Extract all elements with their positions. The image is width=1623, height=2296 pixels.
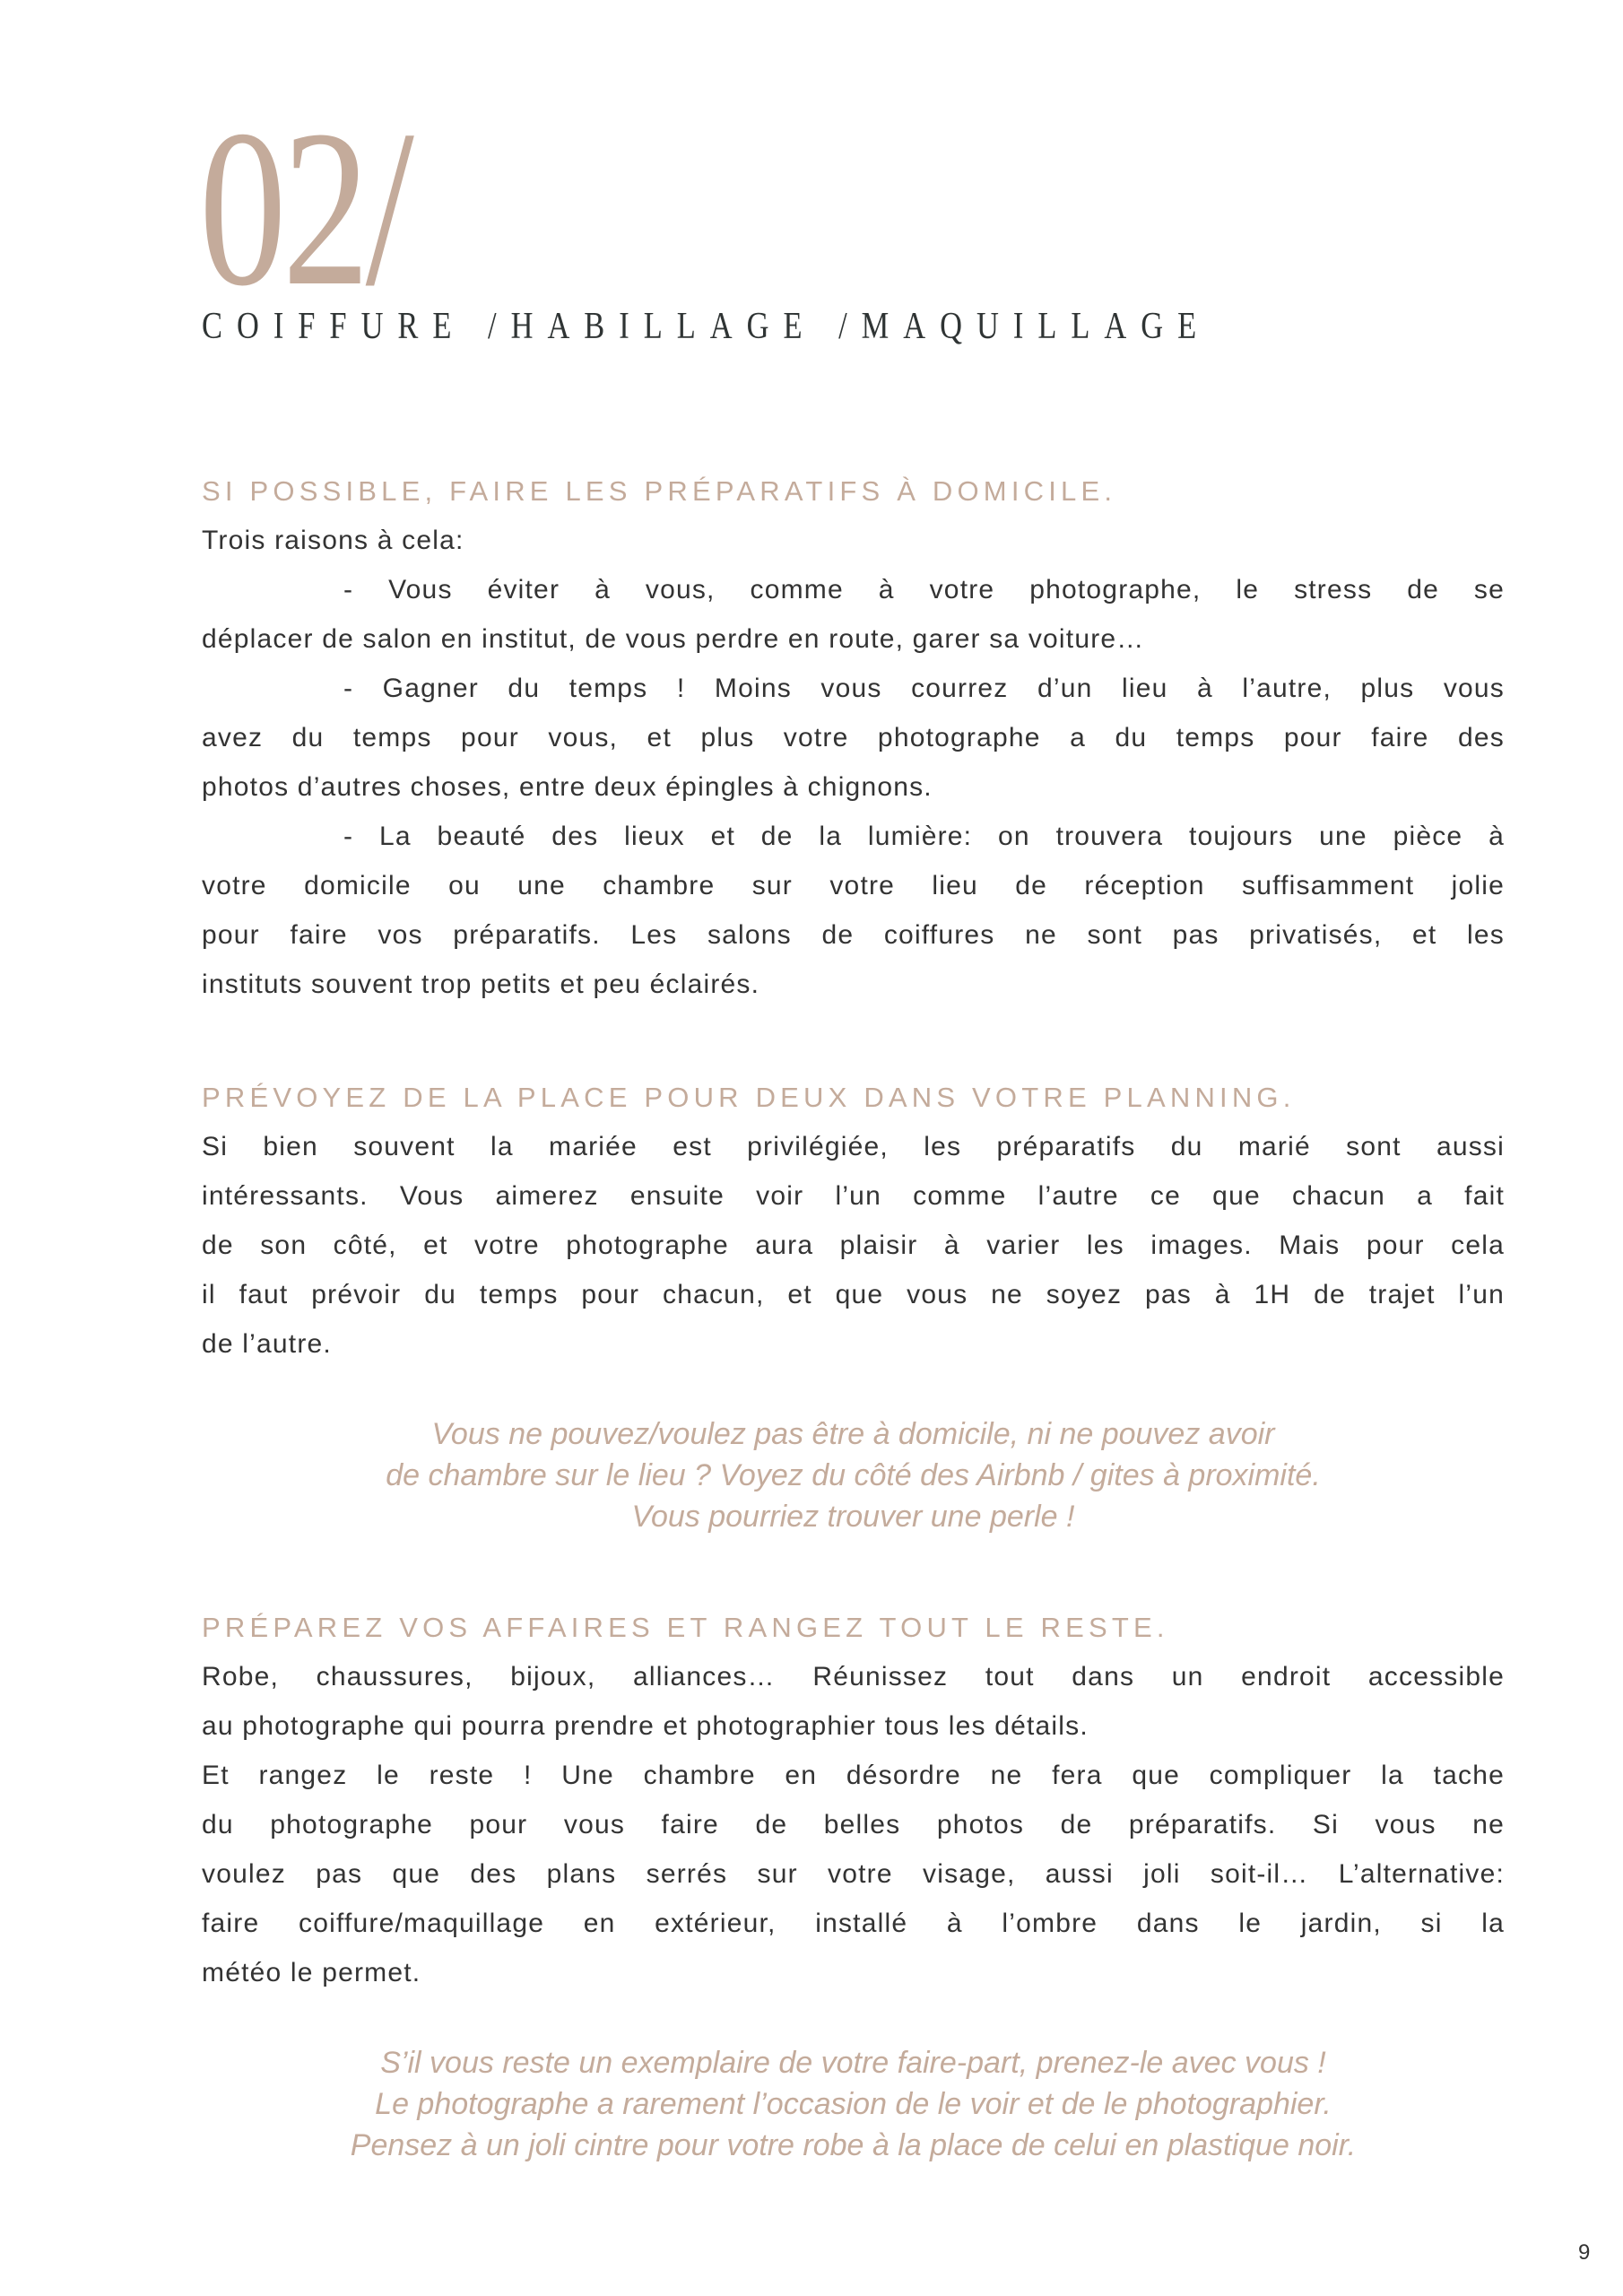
- body-text-line: de son côté, et votre photographe aura plaisir à varier les images. Mais pour cela: [202, 1231, 1505, 1260]
- section-heading: PRÉVOYEZ DE LA PLACE POUR DEUX DANS VOTRE PLANNING.: [202, 1082, 1296, 1113]
- body-text-line: déplacer de salon en institut, de vous perdre en route, garer sa voiture…: [202, 624, 1145, 654]
- body-text-line: Et rangez le reste ! Une chambre en désordre ne fera que compliquer la tache: [202, 1761, 1505, 1790]
- tip-quote-faire-part: [202, 2042, 1505, 2166]
- quote-line: de chambre sur le lieu ? Voyez du côté des Airbnb / gites à proximité.: [386, 1458, 1321, 1492]
- body-text-line: du photographe pour vous faire de belles photos de préparatifs. Si vous ne: [202, 1810, 1505, 1839]
- body-text-line: instituts souvent trop petits et peu éclairés.: [202, 970, 760, 999]
- body-text-line: avez du temps pour vous, et plus votre photographe a du temps pour faire des: [202, 723, 1505, 752]
- body-text-line: photos d’autres choses, entre deux épingles à chignons.: [202, 772, 933, 802]
- quote-line: Pensez à un joli cintre pour votre robe à la place de celui en plastique noir.: [350, 2128, 1357, 2162]
- body-text-line: faire coiffure/maquillage en extérieur, installé à l’ombre dans le jardin, si la: [202, 1909, 1505, 1938]
- body-text-line: météo le permet.: [202, 1958, 421, 1987]
- body-text-line: - La beauté des lieux et de la lumière: on trouvera toujours une pièce à: [343, 822, 1505, 851]
- section-heading: SI POSSIBLE, FAIRE LES PRÉPARATIFS À DOMICILE.: [202, 475, 1117, 507]
- body-text-line: de l’autre.: [202, 1329, 332, 1359]
- section-preparatifs-domicile: [202, 466, 1505, 1009]
- section-heading: PRÉPAREZ VOS AFFAIRES ET RANGEZ TOUT LE RESTE.: [202, 1612, 1169, 1643]
- body-text-line: intéressants. Vous aimerez ensuite voir l’un comme l’autre ce que chacun a fait: [202, 1181, 1505, 1211]
- body-text-line: voulez pas que des plans serrés sur votre visage, aussi joli soit-il… L’alternative:: [202, 1859, 1505, 1889]
- body-text-line: au photographe qui pourra prendre et photographier tous les détails.: [202, 1711, 1089, 1741]
- body-text-line: Trois raisons à cela:: [202, 526, 464, 555]
- body-text-line: pour faire vos préparatifs. Les salons de coiffures ne sont pas privatisés, et les: [202, 920, 1505, 950]
- page-number: 9: [1578, 2240, 1591, 2265]
- quote-line: Vous pourriez trouver une perle !: [631, 1500, 1075, 1534]
- body-text-line: votre domicile ou une chambre sur votre lieu de réception suffisamment jolie: [202, 871, 1505, 900]
- body-text-line: Si bien souvent la mariée est privilégiée, les préparatifs du marié sont aussi: [202, 1132, 1505, 1161]
- body-text-line: Robe, chaussures, bijoux, alliances… Réunissez tout dans un endroit accessible: [202, 1662, 1505, 1692]
- quote-line: Vous ne pouvez/voulez pas être à domicile, ni ne pouvez avoir: [431, 1417, 1275, 1451]
- body-text-line: - Gagner du temps ! Moins vous courrez d’un lieu à l’autre, plus vous: [343, 674, 1505, 703]
- quote-line: Le photographe a rarement l’occasion de le voir et de le photographier.: [375, 2087, 1332, 2121]
- body-text-line: - Vous éviter à vous, comme à votre photographe, le stress de se: [343, 575, 1505, 604]
- section-place-pour-deux: [202, 1073, 1505, 1369]
- quote-line: S’il vous reste un exemplaire de votre faire-part, prenez-le avec vous !: [380, 2046, 1326, 2080]
- section-preparez-affaires: [202, 1603, 1505, 1997]
- tip-quote-airbnb: [202, 1413, 1505, 1537]
- chapter-title: COIFFURE /HABILLAGE /MAQUILLAGE: [202, 306, 1211, 347]
- body-text-line: il faut prévoir du temps pour chacun, et que vous ne soyez pas à 1H de trajet l’un: [202, 1280, 1505, 1309]
- chapter-number: 02/: [199, 84, 411, 333]
